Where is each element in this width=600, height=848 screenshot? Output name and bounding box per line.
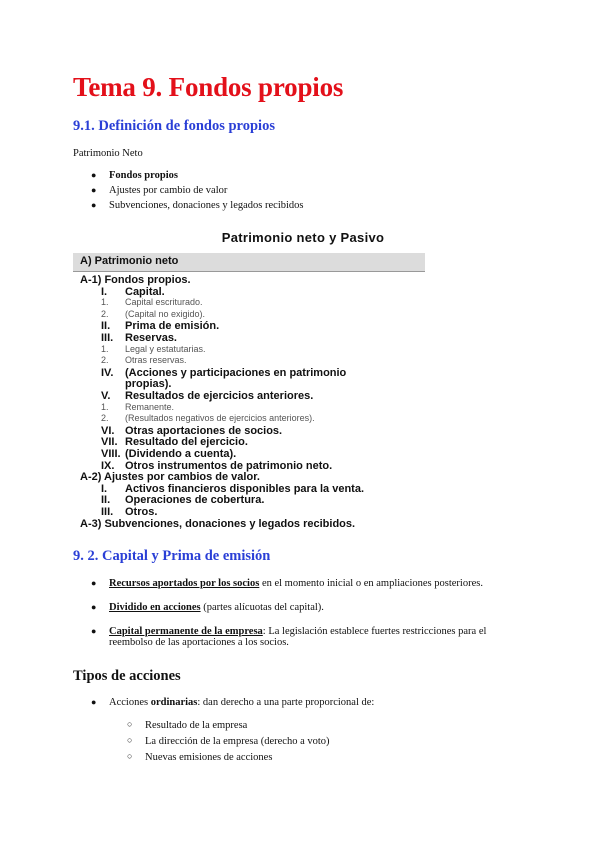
section-heading-definicion: 9.1. Definición de fondos propios	[73, 118, 275, 134]
list-item: ○ La dirección de la empresa (derecho a voto)	[127, 735, 330, 747]
intro-text: Patrimonio Neto	[73, 148, 143, 159]
figure-line: III. Reservas.	[101, 332, 177, 344]
figure-line: propias).	[125, 378, 172, 391]
figure-line: 1. Remanente.	[101, 401, 175, 412]
list-item: ○ Nuevas emisiones de acciones	[127, 751, 273, 763]
tipos-list	[73, 697, 374, 712]
section-heading-tipos: Tipos de acciones	[73, 668, 181, 684]
list-item: ● Subvenciones, donaciones y legados recibidos	[91, 200, 304, 211]
figure-line: VIII. (Dividendo a cuenta).	[101, 448, 237, 460]
list-item: ● Acciones ordinarias: dan derecho a una parte proporcional de:	[91, 697, 375, 708]
figure-line: 1. Legal y estatutarias.	[101, 343, 206, 354]
figure-title: Patrimonio neto y Pasivo	[221, 230, 385, 245]
figure-line: III. Otros.	[101, 506, 158, 518]
capital-list	[73, 578, 486, 656]
balance-sheet-figure	[73, 224, 533, 530]
bullet-icon: ●	[91, 626, 97, 636]
figure-line: I. Activos financieros disponibles para la venta.	[101, 482, 365, 495]
list-item: ● Fondos propios	[91, 170, 178, 181]
figure-line: 1. Capital escriturado.	[101, 297, 203, 308]
figure-line: IX. Otros instrumentos de patrimonio neto.	[101, 459, 333, 472]
figure-line: A-2) Ajustes por cambios de valor.	[80, 471, 260, 484]
list-item: ● Ajustes por cambio de valor	[91, 185, 228, 196]
figure-line: I. Capital.	[101, 285, 165, 298]
list-item: ○ Resultado de la empresa	[127, 719, 248, 731]
figure-line: A-3) Subvenciones, donaciones y legados recibidos.	[80, 517, 356, 530]
list-item: ● Recursos aportados por los socios en el momento inicial o en ampliaciones posteriores.	[91, 578, 483, 589]
ordinarias-sublist	[127, 720, 330, 768]
figure-line: II. Prima de emisión.	[101, 320, 220, 333]
bullet-icon: ●	[91, 200, 97, 210]
list-item: ● Capital permanente de la empresa: La legislación establece fuertes restricciones para el reembolso de las aportaciones a los socios.	[91, 626, 487, 648]
bullet-icon: ●	[91, 697, 97, 707]
bullet-icon: ●	[91, 578, 97, 588]
section-heading-capital: 9. 2. Capital y Prima de emisión	[73, 548, 271, 564]
figure-line: VII. Resultado del ejercicio.	[101, 436, 248, 449]
circle-bullet-icon: ○	[127, 751, 133, 761]
figure-header-bar: A) Patrimonio neto	[73, 253, 425, 272]
definition-list	[73, 170, 304, 215]
figure-line: 2. Otras reservas.	[101, 355, 187, 366]
circle-bullet-icon: ○	[127, 735, 133, 745]
page-title: Tema 9. Fondos propios	[73, 72, 344, 102]
bullet-icon: ●	[91, 602, 97, 612]
figure-line: II. Operaciones de cobertura.	[101, 494, 265, 507]
figure-line: A-1) Fondos propios.	[80, 274, 191, 286]
bullet-icon: ●	[91, 185, 97, 195]
figure-line: VI. Otras aportaciones de socios.	[101, 424, 283, 437]
circle-bullet-icon: ○	[127, 719, 133, 729]
list-item: ● Dividido en acciones (partes alícuotas del capital).	[91, 602, 324, 613]
figure-line: 2. (Capital no exigido).	[101, 308, 206, 319]
figure-line: IV. (Acciones y participaciones en patrimonio	[101, 366, 347, 379]
bullet-icon: ●	[91, 170, 97, 180]
figure-line: V. Resultados de ejercicios anteriores.	[101, 390, 314, 402]
figure-line: 2. (Resultados negativos de ejercicios anteriores).	[101, 413, 315, 424]
